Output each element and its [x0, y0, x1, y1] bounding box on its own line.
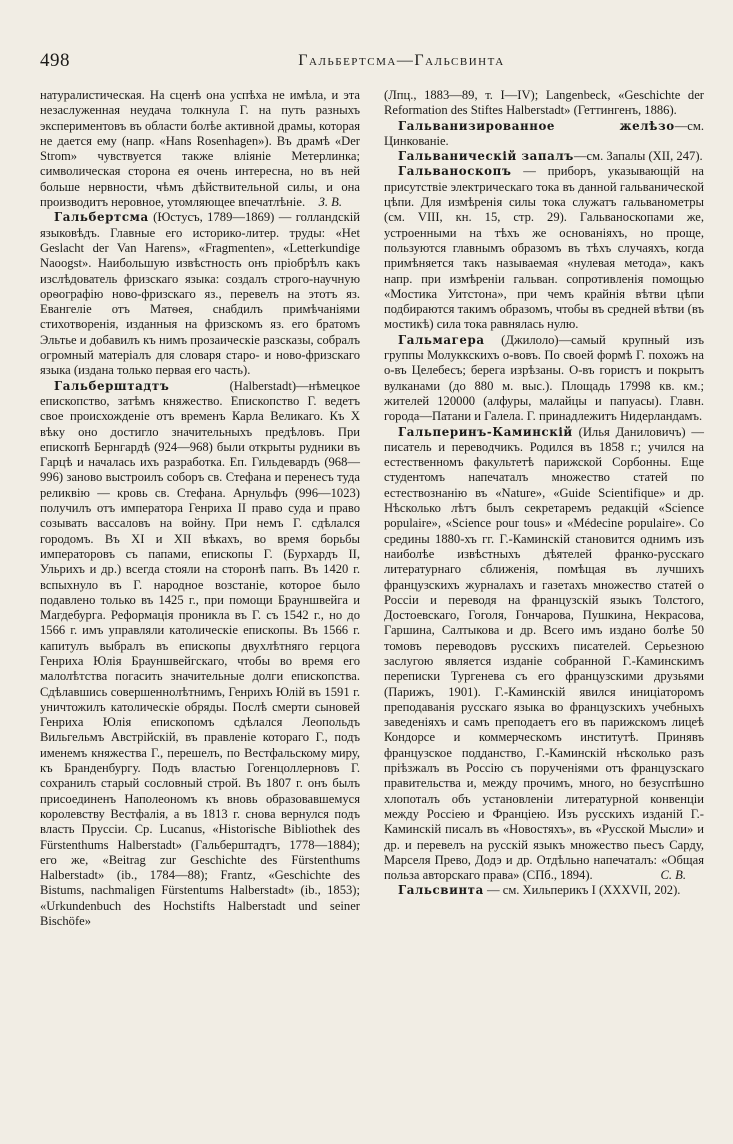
author-signature: З. В.	[318, 195, 342, 210]
entry-text: (Юстусъ, 1789—1869) — голландскій языковѣдъ. Главные его историко-литер. труды: «Het Geslacht der Van Harens», «Fragmenten», «Letterkundige Naoogst». Наибольшую извѣстность онъ пріобрѣлъ какъ изслѣдователь фризскаго языка: создалъ строго-научную орѳографію ново-фризскаго яз., перевелъ на этотъ яз. Евангеліе отъ Матѳея, снабдилъ примѣчаніями стихотворенія, изданныя на фризскомъ яз. его братомъ Эльтье и добавилъ къ нимъ прозаическіе разсказы, собралъ огромный матеріалъ для словаря старо- и ново-фризскаго языка (издана только первая его часть).	[40, 210, 360, 378]
entry-text: (Илья Даниловичъ) — писатель и переводчикъ. Родился въ 1858 г.; учился на естественномъ факультетѣ парижской Сорбонны. Еще студентомъ напечаталъ множество статей по естествознанію въ «Nature», «Guide Scientifique» и др. Нѣсколько лѣтъ былъ секретаремъ редакцій «Science populaire», «Science pour tous» и «Médecine populaire». Со средины 1880-хъ гг. Г.-Каминскій становится однимъ изъ наиболѣе извѣстныхъ дѣятелей франко-русскаго литературнаго сближенія, помѣщая въ лучшихъ французскихъ журналахъ и газетахъ множество статей о Россіи и переводя на французскій языкъ Толстого, Достоевскаго, Гоголя, Гончарова, Пушкина, Некрасова, Гаршина, Салтыкова и др. Всего имъ издано болѣе 50 томовъ переводовъ русскихъ писателей. Серьезною заслугою является изданіе собранной Г.-Каминскимъ переписки Тургенева съ его французскими друзьями (Парижъ, 1901). Г.-Каминскій явился иниціаторомъ преподаванія русскаго языка во французскихъ учебныхъ заведеніяхъ и самъ преподаетъ его въ парижскомъ лицеѣ Кондорсе и коммерческомъ институтѣ. Принявъ французское подданство, Г.-Каминскій нѣсколько разъ пріѣзжалъ въ Россію съ порученіями отъ французскаго правительства и, между прочимъ, много, но безуспѣшно хлопоталъ объ установленіи литературной конвенціи между Россіею и Франціею. Изъ русскихъ изданій Г.-Каминскій писалъ въ «Новостяхъ», въ «Русской Мысли» и др. и перевелъ на русскій языкъ множество пьесъ Сарду, Марселя Прево, Додэ и др. Отдѣльно напечаталъ: «Общая польза авторскаго права» (СПб., 1894).	[384, 424, 704, 883]
entry-continuation	[40, 88, 360, 210]
entry-text: натуралистическая. На сценѣ она успѣха не имѣла, и эта незаслуженная неудача толкнула Г. на путь разныхъ экспериментовъ въ области болѣе активной драмы, которая не дается ему (напр. «Hans Rosenhagen»). Въ драмѣ «Der Strom» чувствуется также вліяніе Метерлинка; символическая сторона ея очень интересна, но въ ней больше нервности, чѣмъ дѣйствительной силы, и она производитъ неровное, утомляющее впечатлѣніе.	[40, 88, 360, 210]
right-column	[384, 88, 704, 899]
entry-galvanized-iron	[384, 119, 704, 150]
entry-continuation	[384, 88, 704, 119]
running-head: Гальбертсма—Гальсвинта	[298, 52, 505, 69]
author-signature: С. В.	[660, 868, 686, 883]
page-header	[40, 50, 703, 76]
entry-headword: Гальваноскопъ	[398, 164, 512, 179]
entry-text: — приборъ, указывающій на присутствіе электрическаго тока въ данной гальванической цѣпи. Для измѣренія силы тока служатъ гальванометры (см. VIII, кн. 15, стр. 29). Гальваноскопами же, устроенными на тѣхъ же основаніяхъ, но проще, пользуются главнымъ образомъ въ тѣхъ случаяхъ, когда примѣняется такъ называемая «нулевая метода», какъ напр. при измѣреніи гальван. сопротивленія помощью «Мостика Уитстона», при чемъ крайнія вѣтви цѣпи подбираются такимъ образомъ, чтобы въ средней вѣтви (въ мостикѣ) сила тока равнялась нулю.	[384, 164, 704, 332]
entry-text: (Halberstadt)—нѣмецкое епископство, затѣмъ княжество. Епископство Г. ведетъ свое происхожденіе отъ временъ Карла Великаго. Къ X вѣку оно достигло значительныхъ предѣловъ. При епископѣ Бернгардѣ (924—968) были открыты рудники въ Гарцѣ и началась ихъ разработка. Еп. Гильдевардъ (968—996) заново выстроилъ соборъ св. Стефана и перенесъ туда реликвію — кровь св. Стефана. Арнульфъ (996—1023) получилъ отъ императора Генриха II право суда и право созывать вассаловъ на войну. При немъ Г. сдѣлался городомъ. Въ XI и XII вѣкахъ, во время борьбы императоровъ съ папами, епископы Г. (Бурхардъ II, Ульрихъ и др.) всегда стояли на сторонѣ папъ. Въ 1420 г. вспыхнуло въ Г. народное возстаніе, которое было подавлено только въ 1425 г., при помощи Брауншвейга и Магдебурга. Реформація проникла въ Г. съ 1542 г., но до 1566 г. имъ управляли католическіе епископы. Въ 1566 г. капитулъ выбралъ въ епископы двухлѣтняго герцога Генриха Юлія Брауншвейгскаго, чтобы во время его малолѣтства погасить значительные долги епископства. Сдѣлавшись совершеннолѣтнимъ, Генрихъ Юлій въ 1591 г. уничтожилъ католическіе обряды. Послѣ смерти сыновей Генриха Юлія епископомъ сдѣлался Леопольдъ Вильгельмъ Австрійскій, въ правленіе котораго Г., подъ именемъ княжества Г., перешелъ, по Вестфальскому миру, къ Бранденбургу. Подъ властью Гогенцоллерновъ Г. сохранилъ старый сословный строй. Въ 1807 г. онъ былъ присоединенъ Наполеономъ къ вновь образовавшемуся королевству Вестфалія, а въ 1813 г. снова вернулся подъ власть Пруссіи. Ср. Lucanus, «Historische Bibliothek des Fürstenthums Halberstadt» (Гальберштадтъ, 1778—1884); его же, «Beitrag zur Geschichte des Fürstenthums Halberstadt» (ib., 1784—88); Frantz, «Geschichte des Bistums, nachmaligen Fürstentums Halberstadt» (ib., 1853); «Urkundenbuch des Hochstifts Halberstadt und seiner Bischöfe»	[40, 378, 360, 929]
entry-halmahera	[384, 333, 704, 425]
entry-galvanic-fuse	[384, 149, 704, 164]
left-column	[40, 88, 360, 929]
entry-headword: Гальперинъ-Каминскій	[398, 424, 573, 439]
page-number: 498	[40, 50, 70, 71]
entry-text: —см. Цинкованіе.	[384, 118, 704, 148]
entry-headword: Гальбертсма	[54, 210, 149, 225]
entry-galbertsma	[40, 210, 360, 378]
entry-headword: Гальванизированное желѣзо	[398, 118, 675, 133]
entry-headword: Гальмагера	[398, 332, 485, 347]
entry-text: (Лпц., 1883—89, т. I—IV); Langenbeck, «Geschichte der Reformation des Stiftes Halberstadt» (Геттингенъ, 1886).	[384, 88, 704, 118]
entry-text: — см. Хильперикъ I (XXXVII, 202).	[483, 883, 681, 898]
entry-headword: Гальсвинта	[398, 883, 484, 898]
entry-text: (Джилоло)—самый крупный изъ группы Молуккскихъ о-вовъ. По своей формѣ Г. похожъ на о-въ Целебесъ; берега изрѣзаны. О-въ гористъ и покрытъ вулканами (до 880 м. выс.). Площадь 17998 кв. км.; жителей 120000 (алфуры, малайцы и папуасы). Главн. города—Патани и Галела. Г. принадлежитъ Нидерландамъ.	[384, 332, 704, 424]
entry-headword: Гальберштадтъ	[54, 378, 170, 393]
entry-galswintha	[384, 883, 704, 898]
entry-galvanoscope	[384, 164, 704, 332]
entry-galbershtadt	[40, 379, 360, 930]
entry-headword: Гальваническій запалъ	[398, 149, 574, 164]
entry-text: —см. Запалы (XII, 247).	[573, 149, 703, 164]
entry-halperin-kaminsky	[384, 425, 704, 884]
